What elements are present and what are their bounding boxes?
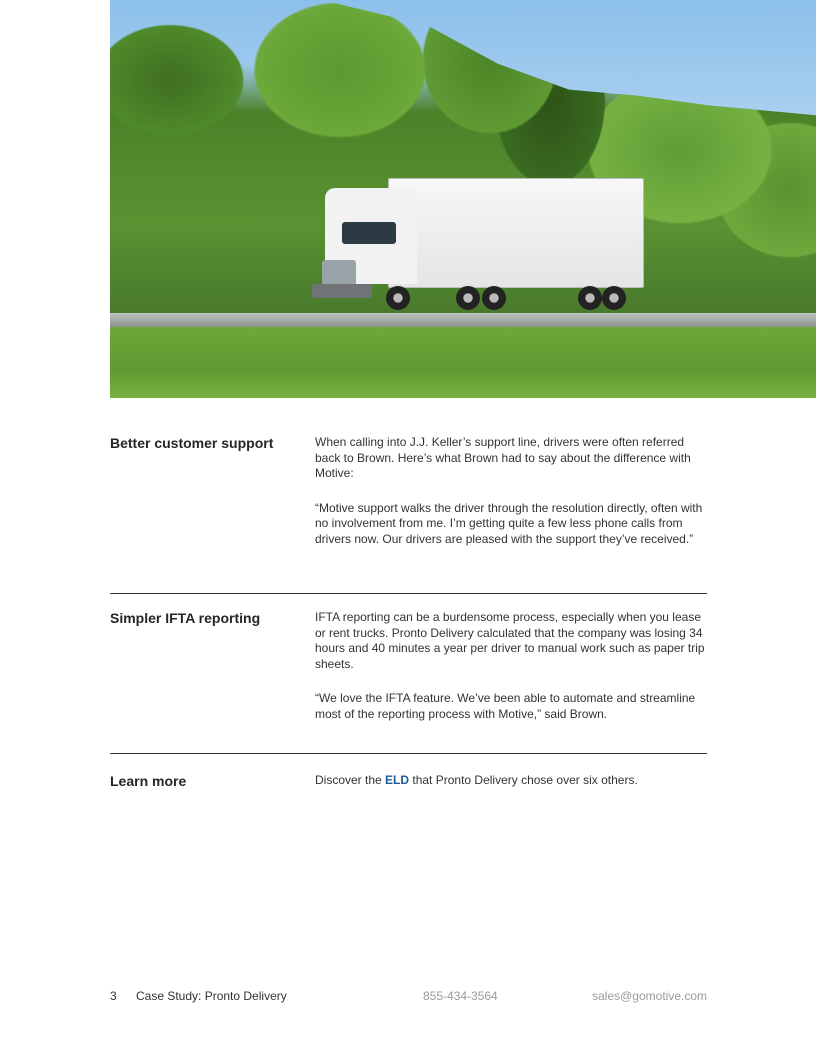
- page-number: 3: [110, 989, 117, 1003]
- truck-grille: [322, 260, 356, 286]
- wheel: [482, 286, 506, 310]
- phone-number: 855-434-3564: [423, 989, 498, 1003]
- section-heading: Learn more: [110, 773, 187, 789]
- truck-bumper: [312, 284, 372, 298]
- truck-windshield: [342, 222, 396, 244]
- quote: “Motive support walks the driver through the resolution directly, often with no involvement from me. I’m getting quite a few less phone calls from drivers now. Our drivers are pleased with the support they’ve received.”: [315, 500, 703, 546]
- email-address[interactable]: sales@gomotive.com: [592, 989, 707, 1003]
- divider: [110, 593, 707, 594]
- section-heading: Simpler IFTA reporting: [110, 610, 261, 626]
- paragraph: When calling into J.J. Keller’s support line, drivers were often referred back to Brown. Here’s what Brown had to say about the difference with Motive:: [315, 435, 691, 480]
- truck-photo: [110, 0, 816, 398]
- divider: [110, 753, 707, 754]
- section-heading: Better customer support: [110, 435, 274, 451]
- wheel: [578, 286, 602, 310]
- text: that Pronto Delivery chose over six others.: [409, 773, 638, 787]
- wheel: [602, 286, 626, 310]
- section-body: [315, 435, 710, 566]
- wheel: [456, 286, 480, 310]
- grass: [110, 327, 816, 398]
- document-title: Case Study: Pronto Delivery: [136, 989, 287, 1003]
- quote: “We love the IFTA feature. We’ve been able to automate and streamline most of the reporting process with Motive,” said Brown.: [315, 691, 696, 721]
- section-body: [315, 773, 710, 789]
- wheel: [386, 286, 410, 310]
- text: Discover the: [315, 773, 386, 787]
- paragraph: IFTA reporting can be a burdensome process, especially when you lease or rent trucks. Pronto Delivery calculated that the company was losing 34 hours and 40 minutes a year per driver to manual work such as paper trip sheets.: [315, 610, 705, 671]
- road: [110, 313, 816, 327]
- eld-link[interactable]: ELD: [385, 773, 410, 787]
- truck-trailer: [388, 178, 644, 288]
- section-body: [315, 610, 710, 741]
